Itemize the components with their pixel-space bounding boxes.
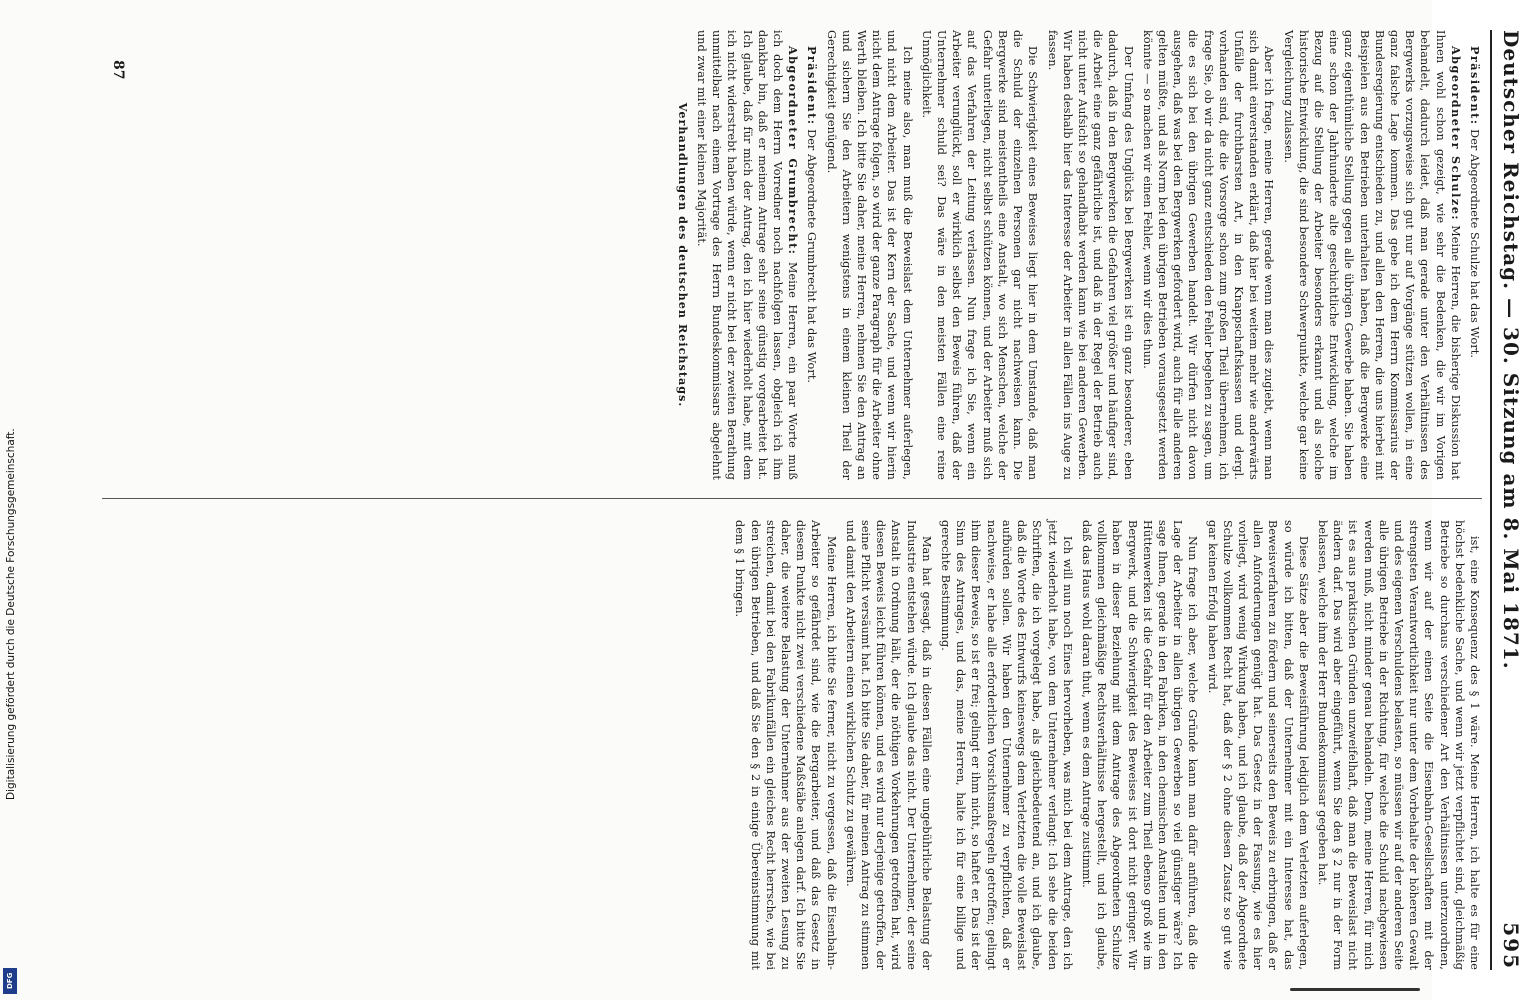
closing-reference: Verhandlungen des deutschen Reichstags. <box>675 102 690 408</box>
speaker-label: Präsident: <box>805 46 820 126</box>
page-content <box>76 0 1536 1000</box>
paragraph-text: Meine Herren, ich bitte Sie ferner, nicht zu vergessen, daß die Eisenbahn-Arbeiter so gefährdet sind, wie die Bergarbeiter, und daß das Gesetz in diesem Punkte nicht zwei verschiedene Maßstäbe anlegen darf. Ich bitte Sie daher, die weitere Belastung der Unternehmer aus der zweiten Lesung zu streichen, damit bei den Fabrikunfällen ein gleiches Recht herrsche, wie bei den übrigen Betrieben, und daß Sie den § 2 in einige Übereinstimmung mit dem § 1 bringen. <box>733 520 838 970</box>
paragraph-text: Man hat gesagt, daß in diesen Fällen eine ungebührliche Belastung der Industrie entstehen würde. Ich glaube das nicht. Der Unternehmer, der seine Anstalt in Ordnung hält, der die nöthigen Vorkehrungen getroffen hat, wird diesen Beweis leicht führen können, und es wird nur derjenige getroffen, der seine Pflicht versäumt hat. Ich bitte Sie daher, für meinen Antrag zu stimmen und damit den Arbeitern einen wirklichen Schutz zu gewähren. <box>843 520 933 970</box>
speaker-label: Abgeordneter Schulze: <box>1448 46 1463 222</box>
paragraph-text: Der Umfang des Unglücks bei Bergwerken ist ein ganz besonderer, eben dadurch, daß in den Bergwerken die Gefahren viel größer und häufiger sind, die Arbeit eine ganz gefährliche ist, und daß in der Regel der Betrieb auch nicht unter Aufsicht so gehandhabt werden kann wie bei anderen Gewerben. Wir haben deshalb hier das Interesse der Arbeiter in allen Fällen ins Auge zu fassen. <box>1045 30 1135 480</box>
paragraph <box>1079 520 1201 970</box>
left-column <box>92 30 1482 480</box>
paragraph-text: Ich will nun noch Eines hervorheben, was mich bei dem Antrage, den ich jetzt wiederholt habe, von dem Unternehmer verlangt: Ich sehe die beiden Schriften, die ich vorgelegt habe, als gleichbedeutend an, und ich glaube, daß die Worte des Entwurfs keineswegs dem Verletzten die volle Beweislast aufbürden sollen. Wir haben den Unternehmer zu verpflichten, daß er nachweise, er habe alle erforderlichen Vorsichtsmaßregeln getroffen; gelingt ihm dieser Beweis, so ist er frei; gelingt er ihm nicht, so haftet er. Das ist der Sinn des Antrages, und das, meine Herren, halte ich für eine billige und gerechte Bestimmung. <box>939 520 1074 970</box>
paragraph-text: Aber ich frage, meine Herren, gerade wenn man dies zugiebt, wenn man sich damit einverstanden erklärt, daß hier bei weitem mehr wie anderwärts Unfälle der furchtbarsten Art, in den Knappschaftskassen und dergl. vorhanden sind, die die Vorsorge schon zum großen Theil übernehmen, ich frage Sie, ob wir da nicht ganz entschieden den Fehler begehen zu sagen, um die es sich bei den übrigen Gewerben handelt. Wir dürfen nicht davon ausgehen, daß was bei den Bergwerken gefordert wird, auch für alle anderen gelten müßte, und als Norm bei den übrigen Betrieben vorausgesetzt werden könnte — so machen wir einen Fehler, wenn wir dies thun. <box>1140 30 1276 480</box>
paragraph <box>1140 30 1277 480</box>
right-column <box>92 520 1482 970</box>
paragraph-text: Der Abgeordnete Grumbrecht hat das Wort. <box>805 125 819 384</box>
page-number: 595 <box>1499 922 1523 970</box>
paragraph-text: Der Abgeordnete Schulze hat das Wort. <box>1468 125 1481 359</box>
paragraph <box>694 30 800 480</box>
running-title: Deutscher Reichstag. — 30. Sitzung am 8. Mai 1871. <box>1499 30 1523 670</box>
paragraph <box>1467 30 1482 480</box>
paragraph <box>732 520 838 970</box>
paragraph-text: Die Schwierigkeit eines Beweises liegt hier in dem Umstande, daß man die Schuld der einzelnen Personen gar nicht nachweisen kann. Die Bergwerke sind meistentheils eine Anstalt, wo sich Menschen, welche der Gefahr unterliegen, nicht selbst schützen können, und der Arbeiter muß sich auf das Verfahren der Leitung verlassen. Nun frage ich Sie, wenn ein Arbeiter verunglückt, soll er wirklich selbst den Beweis führen, daß der Unternehmer schuld sei? Das wäre in den meisten Fällen eine reine Unmöglichkeit. <box>919 30 1040 480</box>
scan-edge-mark <box>1290 988 1420 991</box>
paragraph <box>1280 30 1462 480</box>
paragraph-text: ist, eine Konsequenz des § 1 wäre. Meine Herren, ich halte es für eine höchst bedenkliche Sache, und wenn wir jetzt verpflichtet sind, gleichmäßig Betriebe so durchaus verschiedener Art den Verhältnissen unterzuordnen, wenn wir auf der einen Seite die Eisenbahn-Gesellschaften mit der strengsten Verantwortlichkeit nur unter dem Vorbehalte der höheren Gewalt und des eigenen Verschuldens belasten, so müssen wir auf der anderen Seite alle übrigen Betriebe in der Richtung, für welche die Schuld nachgewiesen werden muß, nicht minder genau behandeln. Denn, meine Herren, für mich ist es aus praktischen Gründen unzweifelhaft, daß man die Beweislast nicht ändern darf. Das wird aber eingeführt, wenn Sie den § 2 nur in der Form belassen, welche ihm der Herr Bundeskommissar gegeben hat. <box>1315 520 1481 970</box>
dfg-logo-text: DFG <box>6 972 14 990</box>
folio-mark: 87 <box>110 60 126 80</box>
paragraph <box>919 30 1041 480</box>
paragraph <box>938 520 1075 970</box>
digitization-notice: Digitalisierung gefördert durch die Deutsche Forschungsgemeinschaft. <box>5 428 17 800</box>
paragraph <box>1204 520 1310 970</box>
speaker-label: Präsident: <box>1468 46 1482 126</box>
paragraph-text: Meine Herren, ein paar Worte muß ich doch dem Herrn Vorredner noch nachfolgen lassen, obgleich ich ihm dankbar bin, daß er meinem Antrage sehr seine günstig vorgearbeitet hat. Ich glaube, daß für mich der Antrag, den ich hier wiederholt habe, mit dem ich nicht widerstrebt haben würde, wenn er nicht bei der zweiten Berathung unmittelbar nach einem Vortrage des Herrn Bundeskommissars abgelehnt und zwar mit einer kleinen Majorität. <box>695 30 800 480</box>
dfg-logo <box>3 968 17 994</box>
paragraph <box>1315 520 1482 970</box>
paragraph-text: Nun frage ich aber, welche Gründe kann man dafür anführen, daß die Lage der Arbeiter in allen übrigen Gewerben so viel günstiger wäre? Ich sage Ihnen, gerade in den Fabriken, in den chemischen Anstalten und in den Hüttenwerken ist die Gefahr für den Arbeiter zum Theil ebenso groß wie im Bergwerk, und die Schwierigkeit des Beweises ist dort nicht geringer. Wir haben in dieser Beziehung mit dem Antrage des Abgeordneten Schulze vollkommen gleichmäßige Rechtsverhältnisse hergestellt, und ich glaube, daß das Haus wohl daran thut, wenn es dem Antrage zustimmt. <box>1079 520 1200 970</box>
paragraph <box>843 520 934 970</box>
paragraph <box>804 30 819 480</box>
paragraph <box>823 30 914 480</box>
speaker-label: Abgeordneter Grumbrecht: <box>786 46 801 256</box>
paragraph <box>1044 30 1135 480</box>
paragraph-text: Diese Sätze aber die Beweisführung lediglich dem Verletzten auferlegen, so würde ich bitten, daß der Unternehmer mit ein Interesse hat, das Beweisverfahren zu fördern und seinerseits den Beweis zu erbringen, daß er allen Anforderungen genügt hat. Das Gesetz in der Fassung, wie es hier vorliegt, wird wenig Wirkung haben, und ich glaube, daß der Abgeordnete Schulze vollkommen Recht hat, daß der § 2 ohne diesen Zusatz so gut wie gar keinen Erfolg haben wird. <box>1205 520 1310 970</box>
column-divider <box>102 498 1482 499</box>
paragraph-text: Meine Herren, die bisherige Diskussion hat Ihnen wohl schon gezeigt, wie sehr die Bedenken, die wir im Vorigen behandelt, dadurch leidet, daß man gerade unter den Verhältnissen des Bergwerks vorzugsweise sich gut nur auf Vorgänge stützen wollen, in eine ganz falsche Lage kommen. Das gebe ich dem Herrn Kommissarius der Bundesregierung entschieden zu, und allen den Herren, die uns hierbei mit Beispielen aus den Betrieben unterhalten haben, daß die Bergwerke eine ganz eigenthümliche Stellung gegen alle übrigen Gewerbe haben. Sie haben eine schon der Jahrhunderte alte geschichtliche Entwicklung, welche im Bezug auf die Stellung der Arbeiter besonders erkannt und als solche historische Entwicklung, die sind besondere Schwerpunkte, welche gar keine Vergleichung zulassen. <box>1281 30 1462 480</box>
page-header <box>1494 30 1528 970</box>
header-rule <box>1490 30 1492 970</box>
paragraph-text: Ich meine also, man muß die Beweislast dem Unternehmer auferlegen, und nicht dem Arbeiter. Das ist der Kern der Sache, und wenn wir hierin nicht dem Antrage folgen, so wird der ganze Paragraph für die Arbeiter ohne Werth bleiben. Ich bitte Sie daher, meine Herren, nehmen Sie den Antrag an und sichern Sie den Arbeitern wenigstens in einem kleinen Theil der Gerechtigkeit genügend. <box>824 30 914 480</box>
